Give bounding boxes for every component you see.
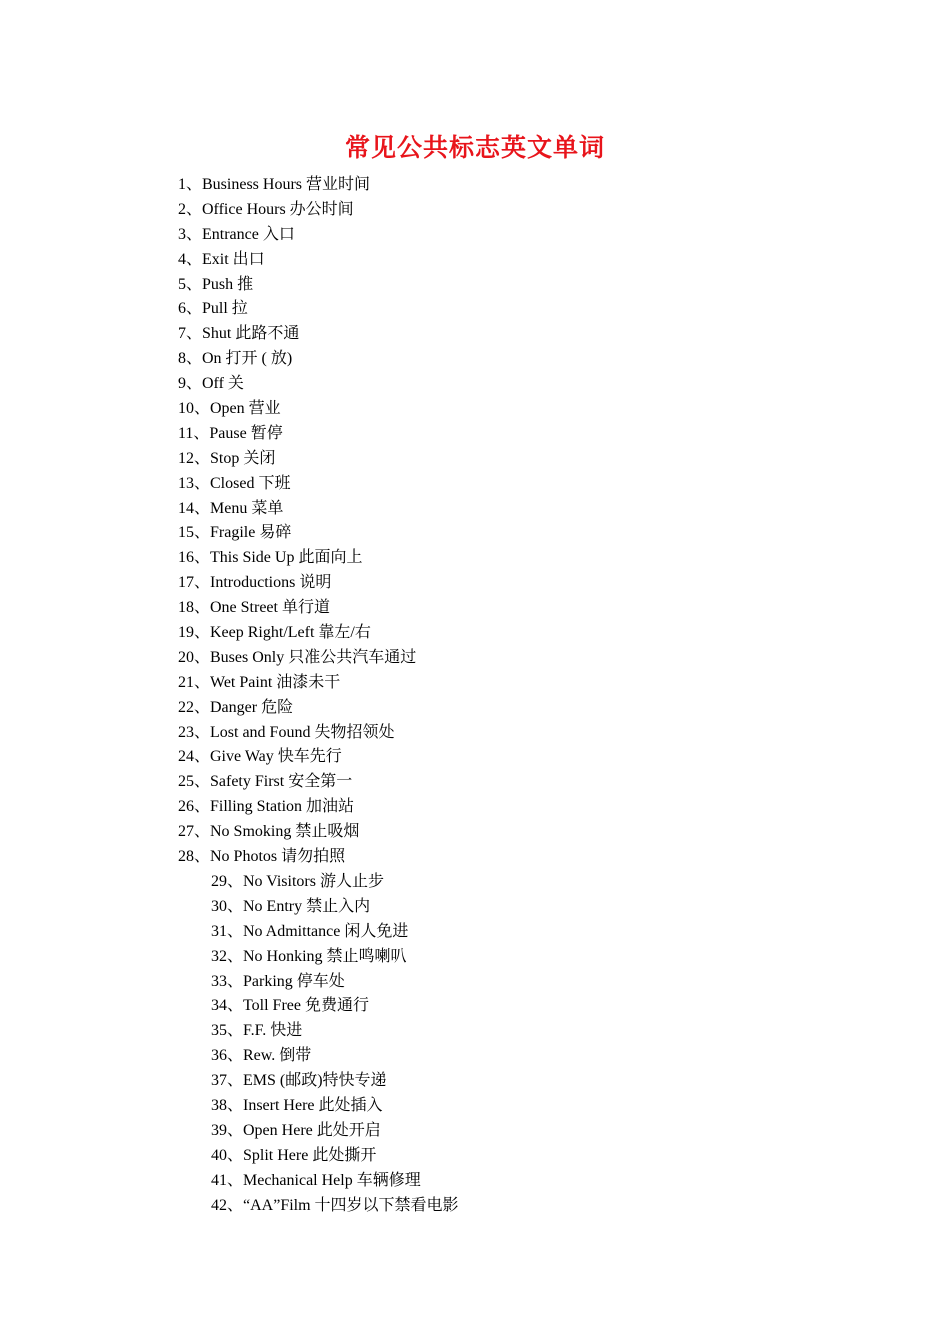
list-item [178, 795, 459, 820]
list-item-text: 8、On 打开 ( 放) [178, 350, 293, 368]
list-item [178, 198, 459, 223]
list-item-text: 40、Split Here 此处撕开 [211, 1146, 377, 1164]
list-item-text: 3、Entrance 入口 [178, 225, 295, 243]
list-item-text: 9、Off 关 [178, 375, 244, 393]
list-item-text: 32、No Honking 禁止鸣喇叭 [211, 947, 407, 965]
list-item-text: 34、Toll Free 免费通行 [211, 997, 369, 1015]
list-item [178, 895, 459, 920]
list-item-text: 33、Parking 停车处 [211, 972, 345, 990]
list-item [178, 1019, 459, 1044]
list-item-text: 10、Open 营业 [178, 400, 281, 418]
list-item [178, 1069, 459, 1094]
list-item [178, 248, 459, 273]
list-item [178, 1044, 459, 1069]
list-item-text: 15、Fragile 易碎 [178, 524, 292, 542]
list-item-text: 38、Insert Here 此处插入 [211, 1096, 383, 1114]
list-item [178, 920, 459, 945]
list-item [178, 721, 459, 746]
list-item [178, 571, 459, 596]
list-item [178, 870, 459, 895]
list-item [178, 646, 459, 671]
list-item-text: 39、Open Here 此处开启 [211, 1121, 381, 1139]
list-item [178, 696, 459, 721]
list-item-text: 23、Lost and Found 失物招领处 [178, 723, 395, 741]
list-item [178, 223, 459, 248]
list-item [178, 347, 459, 372]
list-item-text: 6、Pull 拉 [178, 300, 248, 318]
list-item-text: 26、Filling Station 加油站 [178, 798, 355, 816]
list-item [178, 273, 459, 298]
list-item-text: 16、This Side Up 此面向上 [178, 549, 363, 567]
list-item-text: 20、Buses Only 只准公共汽车通过 [178, 648, 417, 666]
list-item [178, 322, 459, 347]
list-item-text: 22、Danger 危险 [178, 698, 294, 716]
list-item-text: 24、Give Way 快车先行 [178, 748, 342, 766]
list-item-text: 42、“AA”Film 十四岁以下禁看电影 [211, 1196, 459, 1214]
list-item [178, 372, 459, 397]
list-item [178, 845, 459, 870]
list-item [178, 770, 459, 795]
list-item [178, 1194, 459, 1219]
list-item [178, 297, 459, 322]
list-item [178, 1094, 459, 1119]
page-title: 常见公共标志英文单词 [344, 133, 605, 162]
list-item [178, 596, 459, 621]
list-item-text: 41、Mechanical Help 车辆修理 [211, 1171, 421, 1189]
list-item [178, 671, 459, 696]
vocabulary-list [178, 173, 459, 1218]
list-item-text: 14、Menu 菜单 [178, 499, 284, 517]
list-item [178, 447, 459, 472]
list-item-text: 11、Pause 暂停 [178, 424, 283, 442]
list-item [178, 422, 459, 447]
list-item-text: 31、No Admittance 闲人免进 [211, 922, 409, 940]
list-item [178, 994, 459, 1019]
list-item-text: 7、Shut 此路不通 [178, 325, 300, 343]
list-item-text: 2、Office Hours 办公时间 [178, 200, 354, 218]
list-item-text: 17、Introductions 说明 [178, 574, 332, 592]
list-item-text: 5、Push 推 [178, 275, 254, 293]
list-item [178, 472, 459, 497]
list-item-text: 18、One Street 单行道 [178, 599, 330, 617]
list-item-text: 29、No Visitors 游人止步 [211, 872, 384, 890]
list-item-text: 19、Keep Right/Left 靠左/右 [178, 624, 371, 642]
list-item-text: 1、Business Hours 营业时间 [178, 176, 371, 193]
list-item-text: 36、Rew. 倒带 [211, 1047, 312, 1065]
list-item [178, 1119, 459, 1144]
list-item [178, 173, 459, 198]
list-item-text: 12、Stop 关闭 [178, 449, 276, 467]
list-item [178, 1169, 459, 1194]
list-item [178, 546, 459, 571]
list-item [178, 521, 459, 546]
list-item-text: 35、F.F. 快进 [211, 1022, 303, 1040]
list-item-text: 13、Closed 下班 [178, 474, 291, 492]
list-item-text: 4、Exit 出口 [178, 250, 265, 268]
list-item [178, 397, 459, 422]
list-item-text: 27、No Smoking 禁止吸烟 [178, 823, 360, 841]
list-item-text: 21、Wet Paint 油漆未干 [178, 673, 341, 691]
list-item [178, 621, 459, 646]
list-item [178, 1144, 459, 1169]
list-item [178, 970, 459, 995]
list-item [178, 745, 459, 770]
list-item [178, 497, 459, 522]
list-item [178, 945, 459, 970]
list-item-text: 30、No Entry 禁止入内 [211, 897, 371, 915]
list-item-text: 25、Safety First 安全第一 [178, 773, 353, 791]
list-item-text: 37、EMS (邮政)特快专递 [211, 1072, 387, 1090]
list-item-text: 28、No Photos 请勿拍照 [178, 848, 346, 866]
list-item [178, 820, 459, 845]
